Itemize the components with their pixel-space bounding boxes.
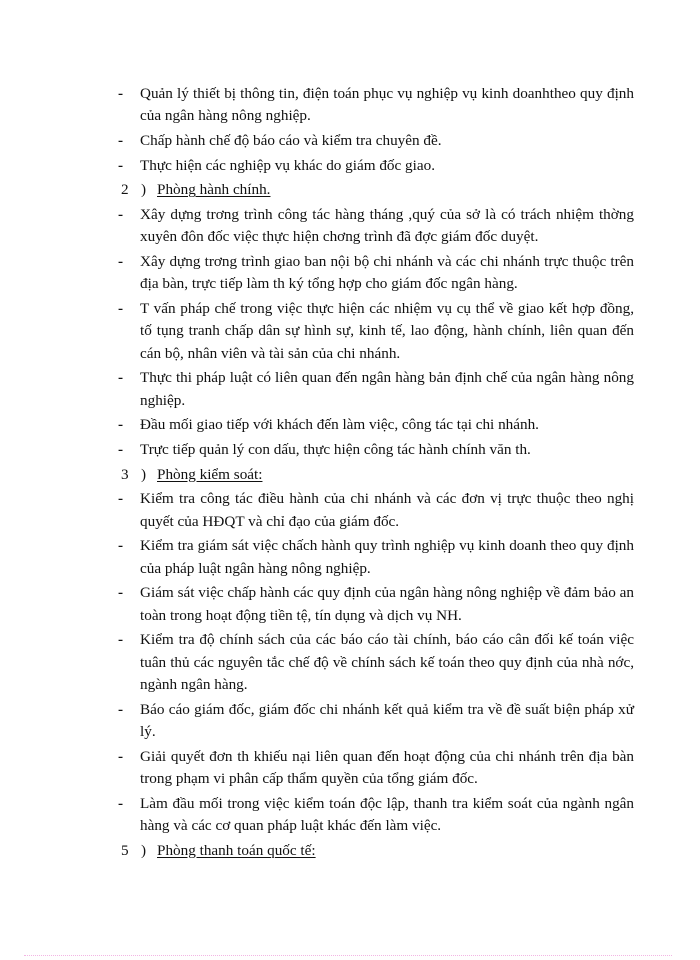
dash-bullet-icon: - [118,156,124,174]
section-heading-kiem-soat [118,464,634,486]
bullet-text: Xây dựng trơng trình công tác hàng tháng ,quý của sở là có trách nhiệm thờng xuyên đôn đốc việc thực hiện chơng trình đã đợc giám đốc duyệt. [140,206,634,246]
section-title: Phòng thanh toán quốc tế: [157,841,316,859]
document-body [118,83,634,864]
bullet-text: Giải quyết đơn th khiếu nại liên quan đến hoạt động của chi nhánh trên địa bàn trong phạm vi phân cấp thẩm quyền của tổng giám đốc. [140,747,634,787]
bullet-item [118,582,634,627]
dash-bullet-icon: - [118,300,124,318]
bullet-item [118,251,634,296]
section-title: Phòng kiểm soát: [157,465,263,483]
bullet-item [118,629,634,696]
bullet-text: Chấp hành chế độ báo cáo và kiểm tra chuyên đề. [140,131,442,149]
dash-bullet-icon: - [118,206,124,224]
dash-bullet-icon: - [118,584,124,602]
bullet-text: Kiểm tra độ chính sách của các báo cáo tài chính, báo cáo cân đối kế toán việc tuân thủ các nguyên tắc chế độ về chính sách kế toán theo quy định của nhà nớc, ngành ngân hàng. [140,631,634,693]
page-boundary-divider [24,955,672,956]
dash-bullet-icon: - [118,794,124,812]
bullet-text: Kiểm tra công tác điều hành của chi nhánh và các đơn vị trực thuộc theo nghị quyết của HĐQT và chỉ đạo của giám đốc. [140,490,634,530]
bullet-item [118,204,634,249]
bullet-text: Giám sát việc chấp hành các quy định của ngân hàng nông nghiệp về đảm bảo an toàn trong hoạt động tiền tệ, tín dụng và dịch vụ NH. [140,584,634,624]
bullet-text: Thực thi pháp luật có liên quan đến ngân hàng bản định chế của ngân hàng nông nghiệp. [140,369,634,409]
bullet-item [118,699,634,744]
bullet-text: Quản lý thiết bị thông tin, điện toán phục vụ nghiệp vụ kinh doanhtheo quy định của ngân hàng nông nghiệp. [140,85,634,125]
bullet-text: Kiểm tra giám sát việc chấch hành quy trình nghiệp vụ kinh doanh theo quy định của pháp luật ngân hàng nông nghiệp. [140,537,634,577]
bullet-item [118,83,634,128]
dash-bullet-icon: - [118,700,124,718]
bullet-item [118,155,634,177]
section-paren: ) [141,181,147,199]
bullet-item [118,298,634,365]
dash-bullet-icon: - [118,747,124,765]
dash-bullet-icon: - [118,631,124,649]
section-paren: ) [141,841,147,859]
bullet-item [118,367,634,412]
section-number: 2 [121,181,129,199]
bullet-text: Trực tiếp quản lý con dấu, thực hiện công tác hành chính văn th. [140,440,531,458]
bullet-item [118,793,634,838]
bullet-text: Thực hiện các nghiệp vụ khác do giám đốc giao. [140,156,436,174]
bullet-item [118,439,634,461]
bullet-text: T vấn pháp chế trong việc thực hiện các nhiệm vụ cụ thể về giao kết hợp đồng, tố tụng tranh chấp dân sự hình sự, kinh tế, lao động, hành chính, liên quan đến cán bộ, nhân viên và tài sản của chi nhánh. [140,300,634,362]
section-heading-hanh-chinh [118,179,634,201]
section-number: 5 [121,841,129,859]
dash-bullet-icon: - [118,490,124,508]
bullet-text: Làm đầu mối trong việc kiểm toán độc lập, thanh tra kiểm soát của ngành ngân hàng và các cơ quan pháp luật khác đến làm việc. [140,794,634,834]
bullet-item [118,414,634,436]
section-heading-thanh-toan-quoc-te [118,840,634,862]
dash-bullet-icon: - [118,253,124,271]
section-paren: ) [141,465,147,483]
bullet-item [118,746,634,791]
dash-bullet-icon: - [118,537,124,555]
dash-bullet-icon: - [118,416,124,434]
bullet-text: Đầu mối giao tiếp với khách đến làm việc, công tác tại chi nhánh. [140,416,539,434]
bullet-item [118,130,634,152]
bullet-text: Báo cáo giám đốc, giám đốc chi nhánh kết quả kiểm tra về đề suất biện pháp xử lý. [140,700,634,740]
bullet-item [118,488,634,533]
section-title: Phòng hành chính. [157,181,271,199]
bullet-text: Xây dựng trơng trình giao ban nội bộ chi nhánh và các chi nhánh trực thuộc trên địa bàn, trực tiếp làm th ký tổng hợp cho giám đốc ngân hàng. [140,253,634,293]
dash-bullet-icon: - [118,369,124,387]
dash-bullet-icon: - [118,440,124,458]
dash-bullet-icon: - [118,85,124,102]
section-number: 3 [121,465,129,483]
dash-bullet-icon: - [118,131,124,149]
bullet-item [118,535,634,580]
